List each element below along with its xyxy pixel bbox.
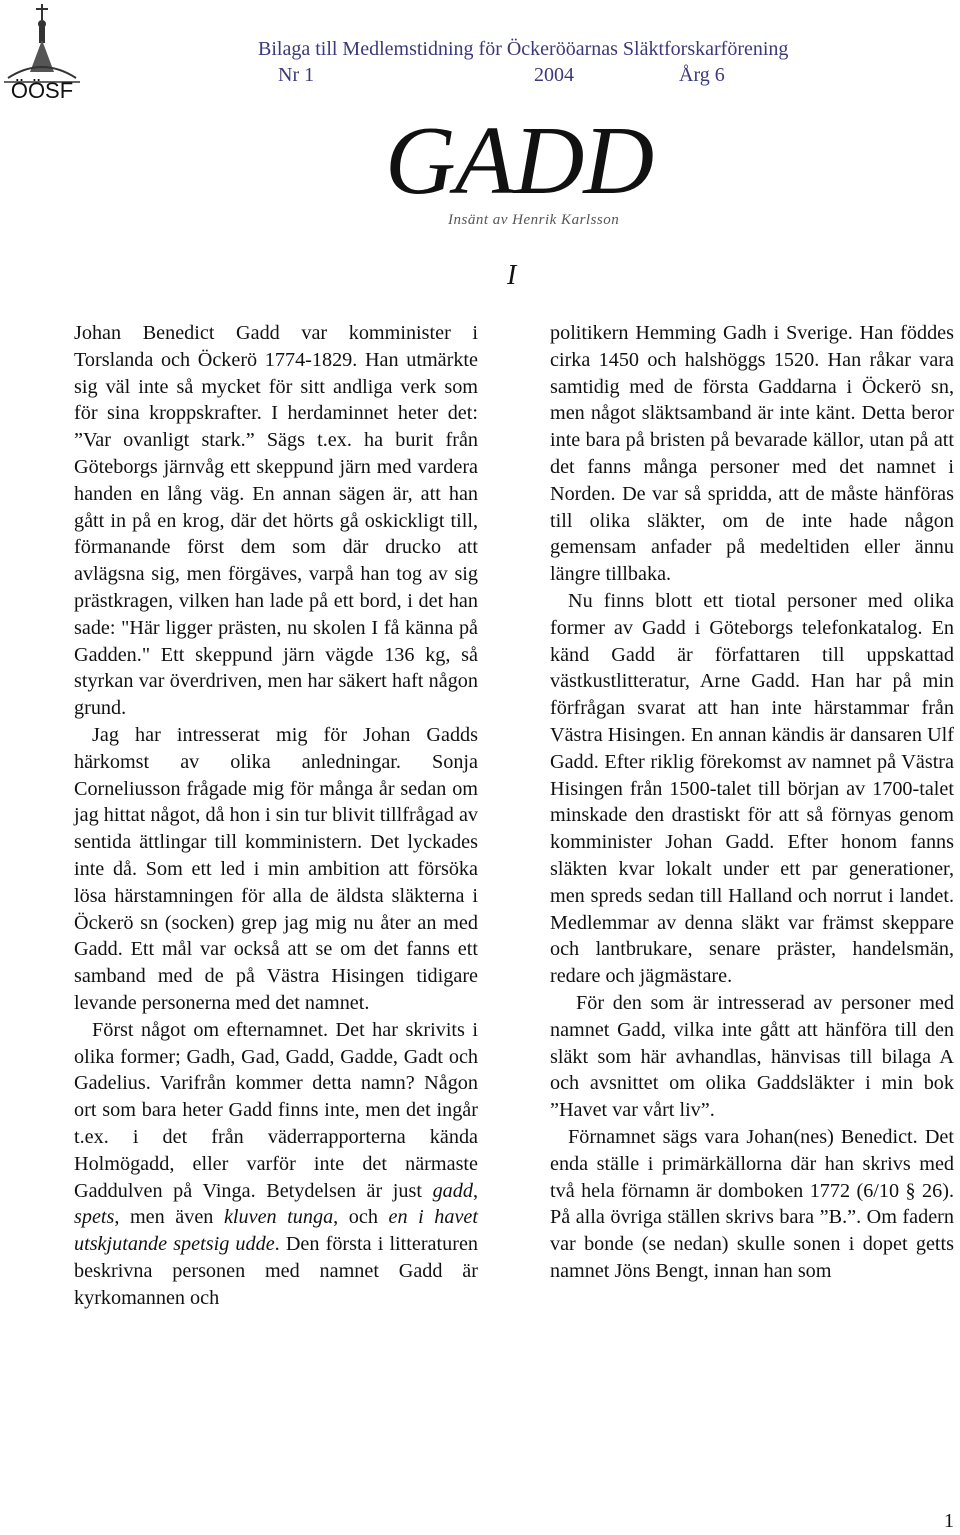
italic-term: gadd [432,1179,473,1202]
paragraph: politikern Hemming Gadh i Sverige. Han föddes cirka 1450 och halshöggs 1520. Han råkar vara samtidig med de första Gaddarna i Öckerö sn, men något släktsamband är inte känt. Detta beror inte bara på bristen på bevarade källor, utan på att det fanns många personer med det namnet i Norden. De var så spridda, att de måste hänföras till olika släkter, om de inte hade någon gemensam anfader på medeltiden eller ännu längre tillbaka. [550,322,954,586]
society-logo [0,0,84,100]
publication-title: Bilaga till Medlemstidning för Öckerööarnas Släktforskarförening [258,38,789,60]
italic-term: kluven tunga [223,1206,334,1229]
paragraph: För den som är intresserad av personer med namnet Gadd, vilka inte gått att hänföra till den släkt som här avhandlas, hänvisas till bilaga A och avsnittet om olika Gaddsläkter i min bok ”Havet var vårt liv”. [550,991,954,1122]
page-number: 1 [944,1510,954,1532]
paragraph: Johan Benedict Gadd var komminister i Torslanda och Öckerö 1774-1829. Han utmärkte sig väl inte så mycket för sitt andliga verk som för sina kroppskrafter. I herdaminnet heter det: ”Var ovanligt stark.” Sägs t.ex. ha burit från Göteborgs järnvåg ett skeppund järn med vardera handen en lång väg. En annan sägen är, att han gått in på en krog, där det hörts gå oskickligt till, förmanande först dem som där drucko att avlägsna sig, men förgäves, varpå han tog av sig prästkragen, vilken han lade på ett bord, i det han sade: "Här ligger prästen, nu skolen I få känna på Gadden." Ett skeppund järn vägde 136 kg, så styrkan var överdriven, men har säkert haft någon grund. [74,322,478,720]
italic-term: en i havet utskjutande spetsig udde [74,1206,478,1256]
issue-year: 2004 [534,64,574,86]
italic-term: spets [74,1206,115,1229]
right-column [550,320,954,1285]
paragraph: Först något om efternamnet. Det har skrivits i olika former; Gadh, Gad, Gadd, Gadde, Gadt och Gadelius. Varifrån kommer detta namn? Någon ort som bara heter Gadd finns inte, men det ingår t.ex. i det från väderrapporterna kända Holmögadd, eller varför inte det närmaste Gaddulven på Vinga. Betydelsen är just gadd, spets, men även kluven tunga, och en i havet utskjutande spetsig udde. Den första i litteraturen beskrivna personen med namnet Gadd är kyrkomannen och [74,1018,478,1309]
issue-number: Nr 1 [278,64,315,86]
paragraph: Förnamnet sägs vara Johan(nes) Benedict. Det enda ställe i primärkällorna där han skrivs med två hela förnamn är domboken 1772 (6/10 § 26). På alla övriga ställen skrivs bara ”B.”. Om fadern var bonde (se nedan) skulle sonen i dopet getts namnet Jöns Bengt, innan han som [550,1125,954,1282]
paragraph: Nu finns blott ett tiotal personer med olika former av Gadd i Göteborgs telefonkatalog. En känd Gadd är författaren till uppskattad västkustlitteratur, Arne Gadd. Han har på min förfrågan svarat att han inte härstammar från Västra Hisingen. En annan kändis är dansaren Ulf Gadd. Efter riklig förekomst av namnet på Västra Hisingen från 1500-talet till början av 1700-talet minskade den drastiskt för att så förnyas genom komminister Johan Gadd. Efter honom fanns släkten kvar lokalt under ett par generationer, men spreds sedan till Halland och norrut i landet. Medlemmar av denna släkt var främst skeppare och lantbrukare, senare präster, handelsmän, redare och jägmästare. [550,589,954,988]
volume-number: Årg 6 [679,64,725,86]
paragraph: Jag har intresserat mig för Johan Gadds härkomst av olika anledningar. Sonja Corneliusson frågade mig för många år sedan om jag hittat något, då hon i sin tur blivit tillfrågad av sentida ättlingar till komministern. Det lyckades inte då. Som ett led i min ambition att försöka lösa härstamningen för alla de äldsta släkterna i Öckerö sn (socken) grep jag mig nu åter an med Gadd. Ett mål var också att se om det fanns ett samband med de på Västra Hisingen tidigare levande personerna med det namnet. [74,723,478,1014]
article-title: GADD [385,107,654,215]
logo-text: ÖÖSF [10,78,74,100]
chapter-number: I [507,260,517,291]
article-author: Insänt av Henrik Karlsson [448,212,620,228]
left-column [74,320,478,1311]
